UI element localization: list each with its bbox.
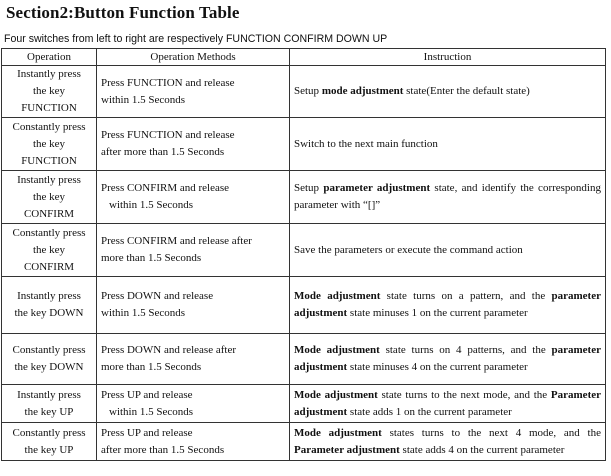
operation-line: CONFIRM [23,207,75,220]
method-cell [97,334,290,385]
instruction-bold: parameter adjustment [323,182,431,194]
operation-line: the key UP [24,443,74,456]
header-methods: Operation Methods [97,49,290,66]
instruction-text: states turns to the next 4 mode, and the [381,426,601,439]
instruction-cell [290,277,606,334]
table-row [2,385,606,423]
operation-line: Instantly press [17,388,81,401]
instruction-cell [290,334,606,385]
method-cell [97,171,290,224]
operation-line: the key DOWN [14,361,84,373]
instruction-text: state(Enter the default state) [403,85,530,97]
operation-cell [2,66,97,118]
operation-line: Instantly press [17,290,81,302]
operation-line: the key DOWN [14,307,84,319]
instruction-bold: parameter adjustment [294,290,601,319]
method-line: within 1.5 Seconds [101,307,186,319]
instruction-bold: Mode adjustment [294,426,382,439]
table-row [2,66,606,118]
method-cell [97,423,290,461]
operation-cell [2,118,97,171]
section-title: Section2:Button Function Table [6,3,240,22]
instruction-bold: parameter adjustment [294,344,601,373]
operation-line: the key [32,85,66,97]
method-line: Press FUNCTION and release [101,129,235,141]
operation-line: the key [32,137,66,150]
operation-line: Constantly press [12,344,86,356]
table-header-row [2,49,606,66]
section-subtitle: Four switches from left to right are respectively FUNCTION CONFIRM DOWN UP [4,33,388,45]
table-row [2,118,606,171]
operation-line: FUNCTION [21,154,77,167]
table-row [2,277,606,334]
operation-line: the key [32,243,66,256]
operation-line: FUNCTION [21,102,77,114]
method-line: Press CONFIRM and release [101,182,230,194]
method-line: more than 1.5 Seconds [101,361,202,373]
instruction-bold: mode adjustment [321,85,404,97]
operation-line: Constantly press [12,120,86,133]
method-cell [97,224,290,277]
instruction-text: state, and identify the corresponding parameter with “[]” [294,182,601,211]
instruction-text: state minuses 4 on the current parameter [347,361,528,373]
instruction-bold: Parameter adjustment [294,443,400,456]
method-line: Press FUNCTION and release [101,76,235,89]
header-operation: Operation [2,49,97,66]
operation-cell [2,277,97,334]
instruction-bold: Mode adjustment [294,388,378,401]
method-line: Press UP and release [101,388,193,401]
operation-line: the key [32,190,66,203]
instruction-cell [290,66,606,118]
instruction-text: Save the parameters or execute the command action [294,243,523,256]
operation-line: Constantly press [12,426,86,439]
method-line: Press UP and release [101,426,193,439]
operation-line: Instantly press [17,173,81,186]
instruction-text: Setup [294,85,322,97]
instruction-cell [290,118,606,171]
method-cell [97,277,290,334]
instruction-text: state adds 4 on the current parameter [399,443,565,456]
instruction-bold: Parameter adjustment [294,388,601,418]
operation-cell [2,385,97,423]
table-row [2,171,606,224]
method-line: Press DOWN and release [101,290,214,302]
method-cell [97,66,290,118]
operation-cell [2,224,97,277]
method-line: Press DOWN and release after [101,344,236,356]
table-row [2,224,606,277]
instruction-text: state turns to the next mode, and the [377,388,551,401]
operation-cell [2,423,97,461]
instruction-text: Setup [294,182,324,194]
method-cell [97,385,290,423]
method-line: after more than 1.5 Seconds [101,443,225,456]
instruction-text: state minuses 1 on the current parameter [347,307,528,319]
operation-cell [2,171,97,224]
instruction-text: Switch to the next main function [294,137,438,150]
instruction-cell [290,423,606,461]
operation-cell [2,334,97,385]
instruction-text: state turns on 4 patterns, and the [379,344,552,356]
table-row [2,334,606,385]
table-row [2,423,606,461]
instruction-bold: Mode adjustment [294,290,381,302]
method-line: after more than 1.5 Seconds [101,146,225,158]
header-instruction: Instruction [290,49,606,66]
method-line: within 1.5 Seconds [109,405,194,418]
method-line: within 1.5 Seconds [109,199,194,211]
operation-line: Constantly press [12,226,86,239]
operation-line: the key UP [24,405,74,418]
operation-line: Instantly press [17,68,81,80]
operation-line: CONFIRM [23,260,75,273]
method-line: within 1.5 Seconds [101,93,186,106]
method-line: more than 1.5 Seconds [101,252,202,264]
instruction-cell [290,224,606,277]
instruction-text: state turns on a pattern, and the [380,290,552,302]
instruction-cell [290,385,606,423]
instruction-text: state adds 1 on the current parameter [347,405,512,418]
instruction-cell [290,171,606,224]
instruction-bold: Mode adjustment [294,344,380,356]
button-function-table [1,48,606,461]
method-line: Press CONFIRM and release after [101,235,252,247]
method-cell [97,118,290,171]
